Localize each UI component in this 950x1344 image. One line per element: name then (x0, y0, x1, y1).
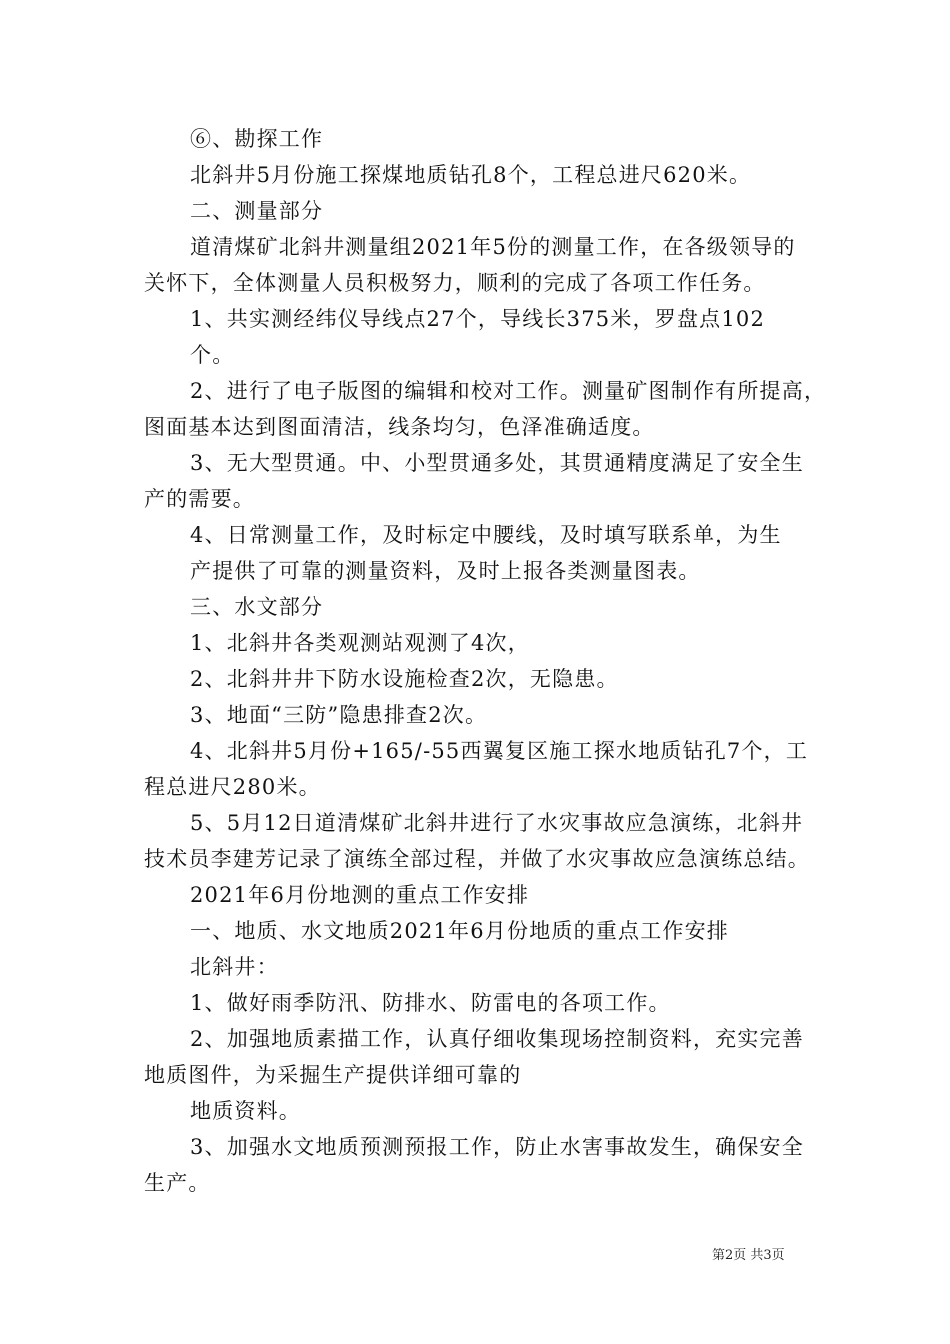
text-line: 2、北斜井井下防水设施检查2次，无隐患。 (190, 667, 619, 691)
text-line: 二、测量部分 (190, 199, 324, 223)
page-footer: 第2页 共3页 (712, 1248, 785, 1263)
text-line: 三、水文部分 (190, 595, 324, 619)
text-line: ⑥、勘探工作 (190, 127, 324, 151)
text-line: 2021年6月份地测的重点工作安排 (190, 883, 530, 907)
text-line: 产的需要。 (144, 487, 255, 511)
text-line: 生产。 (144, 1171, 211, 1195)
text-line: 4、北斜井5月份+165/-55西翼复区施工探水地质钻孔7个，工 (190, 739, 809, 763)
text-line: 4、日常测量工作，及时标定中腰线，及时填写联系单，为生 (190, 523, 782, 547)
text-line: 2、加强地质素描工作，认真仔细收集现场控制资料，充实完善 (190, 1027, 804, 1051)
text-line: 3、加强水文地质预测预报工作，防止水害事故发生，确保安全 (190, 1135, 804, 1159)
text-line: 道清煤矿北斜井测量组2021年5份的测量工作，在各级领导的 (190, 235, 796, 259)
text-line: 3、地面“三防”隐患排查2次。 (190, 703, 488, 727)
text-line: 2、进行了电子版图的编辑和校对工作。测量矿图制作有所提高， (190, 379, 827, 403)
text-line: 5、5月12日道清煤矿北斜井进行了水灾事故应急演练，北斜井 (190, 811, 804, 835)
text-line: 1、做好雨季防汛、防排水、防雷电的各项工作。 (190, 991, 671, 1015)
text-line: 1、共实测经纬仪导线点27个，导线长375米，罗盘点102 (190, 307, 766, 331)
text-line: 技术员李建芳记录了演练全部过程，并做了水灾事故应急演练总结。 (144, 847, 810, 871)
text-line: 产提供了可靠的测量资料，及时上报各类测量图表。 (190, 559, 701, 583)
text-line: 北斜井5月份施工探煤地质钻孔8个，工程总进尺620米。 (190, 163, 752, 187)
text-line: 个。 (190, 343, 235, 367)
text-line: 程总进尺280米。 (144, 775, 321, 799)
text-line: 1、北斜井各类观测站观测了4次， (190, 631, 530, 655)
text-line: 一、地质、水文地质2021年6月份地质的重点工作安排 (190, 919, 730, 943)
text-line: 关怀下，全体测量人员积极努力，顺利的完成了各项工作任务。 (144, 271, 766, 295)
text-line: 北斜井： (190, 955, 279, 979)
text-line: 3、无大型贯通。中、小型贯通多处，其贯通精度满足了安全生 (190, 451, 804, 475)
text-line: 图面基本达到图面清洁，线条均匀，色泽准确适度。 (144, 415, 655, 439)
text-line: 地质图件，为采掘生产提供详细可靠的 (144, 1063, 522, 1087)
text-line: 地质资料。 (190, 1099, 301, 1123)
